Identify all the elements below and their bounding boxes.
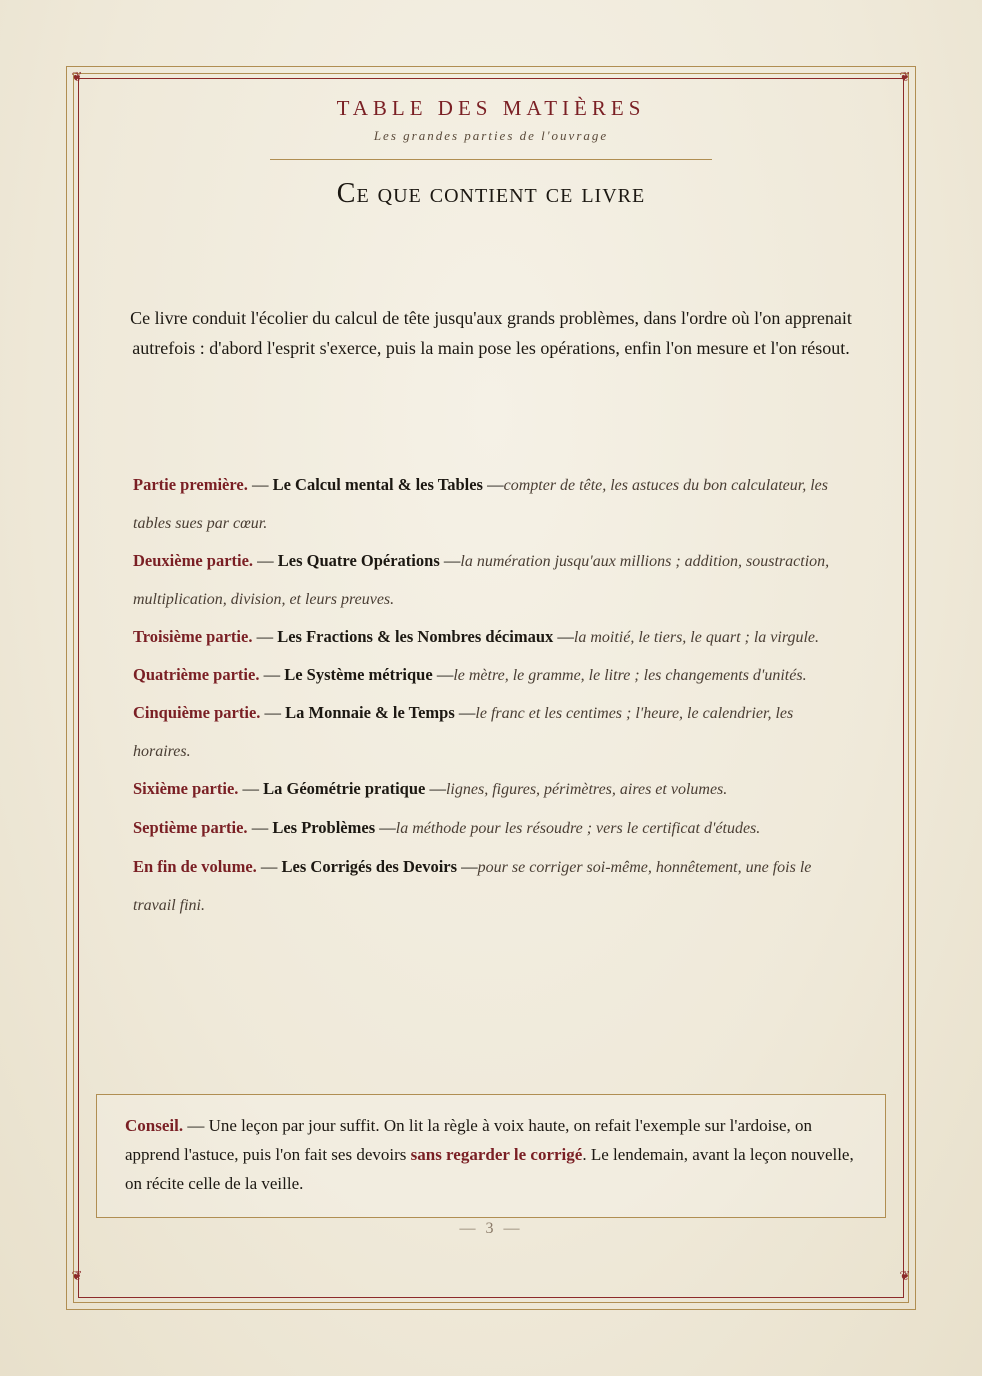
toc-entry[interactable]	[133, 809, 853, 848]
toc-title: Les Corrigés des Devoirs	[281, 857, 458, 876]
toc-dash: —	[429, 779, 446, 798]
toc-description: la méthode pour les résoudre ; vers le certificat d'études.	[395, 820, 761, 837]
toc-title: Les Quatre Opérations	[277, 551, 440, 570]
toc-title: Le Calcul mental & les Tables	[272, 475, 483, 494]
toc-dash: —	[256, 627, 274, 646]
toc-dash: —	[260, 857, 278, 876]
toc-dash: —	[557, 627, 574, 646]
toc-description: la moitié, le tiers, le quart ; la virgule.	[573, 629, 820, 646]
toc-part-label: Partie première.	[133, 475, 248, 494]
toc-description: le franc et les centimes ; l'heure, le calendrier, les horaires.	[133, 705, 794, 760]
toc-dash: —	[443, 551, 461, 570]
toc-dash: —	[264, 703, 282, 722]
toc-dash: —	[263, 665, 281, 684]
toc-dash: —	[251, 818, 269, 837]
toc-entry[interactable]	[133, 542, 853, 618]
toc-entry[interactable]	[133, 848, 853, 924]
toc-entry[interactable]	[133, 656, 853, 694]
toc-part-label: Cinquième partie.	[133, 703, 261, 722]
toc-dash: —	[257, 551, 274, 570]
fleuron-icon: ❦	[71, 1268, 83, 1283]
page-title: Ce que contient ce livre	[336, 178, 646, 209]
toc-part-label: Deuxième partie.	[133, 551, 254, 570]
toc-description: compter de tête, les astuces du bon calculateur, les tables sues par cœur.	[133, 477, 828, 532]
fleuron-icon: ❦	[899, 1268, 911, 1283]
toc-title: Le Système métrique	[284, 665, 433, 684]
advice-lead: Conseil.	[125, 1116, 184, 1135]
toc-dash: —	[487, 475, 504, 494]
toc-entry[interactable]	[133, 694, 853, 770]
toc-description: lignes, figures, périmètres, aires et volumes.	[445, 781, 728, 798]
toc-entry[interactable]	[133, 466, 853, 542]
toc-title: La Monnaie & le Temps	[285, 703, 455, 722]
toc-dash: —	[436, 665, 454, 684]
fleuron-icon: ❦	[899, 69, 911, 84]
header-divider	[270, 159, 712, 160]
toc-entry[interactable]	[133, 618, 853, 656]
toc-part-label: Quatrième partie.	[133, 665, 260, 684]
toc-dash: —	[458, 703, 476, 722]
advice-text-end: . Le lendemain, avant la leçon nouvelle, on récite celle de la veille.	[125, 1145, 854, 1193]
table-of-contents	[133, 466, 853, 924]
toc-part-label: En fin de volume.	[133, 857, 257, 876]
toc-dash: —	[461, 857, 478, 876]
section-eyebrow: TABLE DES MATIÈRES	[336, 96, 646, 120]
toc-part-label: Septième partie.	[133, 818, 248, 837]
toc-entry[interactable]	[133, 770, 853, 809]
toc-dash: —	[251, 475, 269, 494]
toc-part-label: Troisième partie.	[133, 627, 253, 646]
advice-text: — Une leçon par jour suffit. On lit la règle à voix haute, on refait l'exemple sur l'ardoise, on apprend l'astuce, puis l'on fait ses devoirs	[125, 1116, 813, 1164]
toc-title: La Géométrie pratique	[263, 779, 426, 798]
toc-title: Les Problèmes	[272, 818, 376, 837]
advice-emphasis: sans regarder le corrigé	[410, 1145, 583, 1164]
toc-title: Les Fractions & les Nombres décimaux	[277, 627, 554, 646]
toc-dash: —	[379, 818, 396, 837]
toc-part-label: Sixième partie.	[133, 779, 239, 798]
toc-dash: —	[242, 779, 260, 798]
toc-description: la numération jusqu'aux millions ; addition, soustraction, multiplication, division, et leurs preuves.	[133, 553, 830, 608]
section-subtitle: Les grandes parties de l'ouvrage	[373, 128, 609, 143]
toc-description: le mètre, le gramme, le litre ; les changements d'unités.	[453, 667, 807, 684]
advice-box	[96, 1094, 886, 1218]
page-number: — 3 —	[459, 1220, 523, 1237]
intro-paragraph: Ce livre conduit l'écolier du calcul de tête jusqu'aux grands problèmes, dans l'ordre où l'on apprenait autrefois : d'abord l'esprit s'exerce, puis la main pose les opérations, enfin l'on mesure et l'on résout.	[130, 308, 852, 358]
toc-description: pour se corriger soi-même, honnêtement, une fois le travail fini.	[133, 859, 812, 914]
fleuron-icon: ❦	[71, 69, 83, 84]
